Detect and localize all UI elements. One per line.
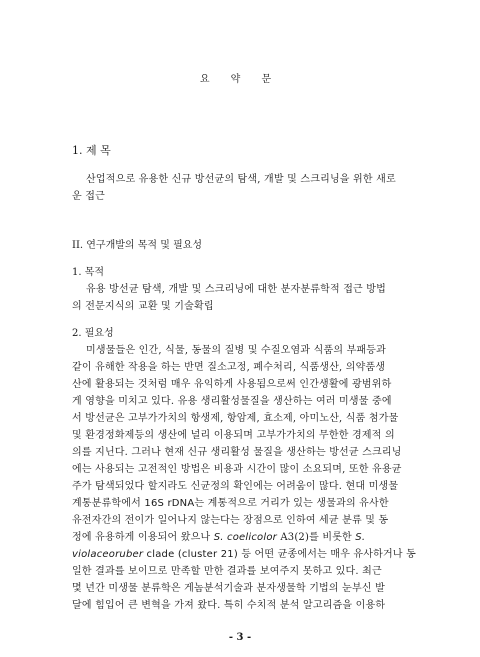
necessity-text-line: 서 방선균은 고부가가치의 항생제, 항암제, 효소제, 아미노산, 식품 첨가물 <box>72 413 399 424</box>
necessity-text-line <box>72 528 365 543</box>
necessity-text-line: 일한 결과를 보이므로 만족할 만한 결과를 보여주지 못하고 있다. 최근 <box>72 566 382 577</box>
necessity-text-line: 산에 활용되는 것처럼 매우 유익하게 사용됨으로써 인간생활에 광범위하 <box>72 379 392 390</box>
species-name: S. <box>355 532 366 543</box>
species-name: violaceoruber <box>72 549 144 560</box>
text-span: 계통분류학에서 <box>72 498 145 509</box>
necessity-text-line: 게 영향을 미치고 있다. 유용 생리활성물질을 생산하는 여러 미생물 중에 <box>72 396 392 407</box>
necessity-text-line <box>72 545 416 560</box>
necessity-text-line: 및 환경정화제등의 생산에 널리 이용되며 고부가가치의 무한한 경제적 의 <box>72 430 395 441</box>
necessity-text-line: 같이 유해한 작용을 하는 반면 질소고정, 폐수처리, 식품생산, 의약품생 <box>72 362 386 373</box>
necessity-text-line: 주가 탐색되었다 할지라도 신균정의 확인에는 어려움이 많다. 현대 미생물 <box>72 481 399 492</box>
purpose-heading: 1. 목적 <box>72 267 105 278</box>
gene-term: 16S rDNA <box>144 498 195 509</box>
text-span: 정에 유용하게 이용되어 왔으나 <box>72 532 214 543</box>
necessity-text-line: 유전자간의 전이가 일어나지 않는다는 장점으로 인하여 세균 분류 및 동 <box>72 515 389 526</box>
necessity-text-line <box>72 494 389 509</box>
text-span: A3(2)를 비롯한 <box>276 532 356 543</box>
section-1-heading: 1. 제 목 <box>72 144 111 157</box>
necessity-text-line: 달에 힘입어 큰 변혁을 가져 왔다. 특히 수치적 분석 알고리즘을 이용하 <box>72 600 386 611</box>
purpose-text-line: 의 전문지식의 교환 및 기술확립 <box>72 301 214 312</box>
page-number: - 3 - <box>228 632 252 643</box>
summary-title: 요 약 문 <box>199 74 281 85</box>
purpose-text-line: 유용 방선균 탐색, 개발 및 스크리닝에 대한 분자분류학적 접근 방법 <box>86 284 387 295</box>
necessity-text-line: 미생물들은 인간, 식물, 동물의 질병 및 수질오염과 식품의 부패등과 <box>86 345 387 356</box>
text-span: 등 어떤 균종에서는 매우 유사하거나 동 <box>237 549 416 560</box>
necessity-text-line: 의를 지닌다. 그러나 현재 신규 생리활성 물질을 생산하는 방선균 스크리닝 <box>72 447 402 458</box>
clade-label: clade (cluster 21) <box>143 549 238 560</box>
section-2-heading: II. 연구개발의 목적 및 필요성 <box>72 240 203 251</box>
text-span: 는 계통적으로 거리가 있는 생물과의 유사한 <box>194 498 389 509</box>
necessity-text-line: 에는 사용되는 고전적인 방법은 비용과 시간이 많이 소요되며, 또한 유용균 <box>72 464 402 475</box>
species-name: S. coelicolor <box>213 532 277 543</box>
necessity-text-line: 몇 년간 미생물 분류학은 게놈분석기술과 분자생물학 기법의 눈부신 발 <box>72 583 385 594</box>
title-text-line: 산업적으로 유용한 신규 방선균의 탐색, 개발 및 스크리닝을 위한 새로 <box>86 174 396 185</box>
necessity-heading: 2. 필요성 <box>72 328 114 339</box>
title-text-line: 운 접근 <box>72 191 105 202</box>
